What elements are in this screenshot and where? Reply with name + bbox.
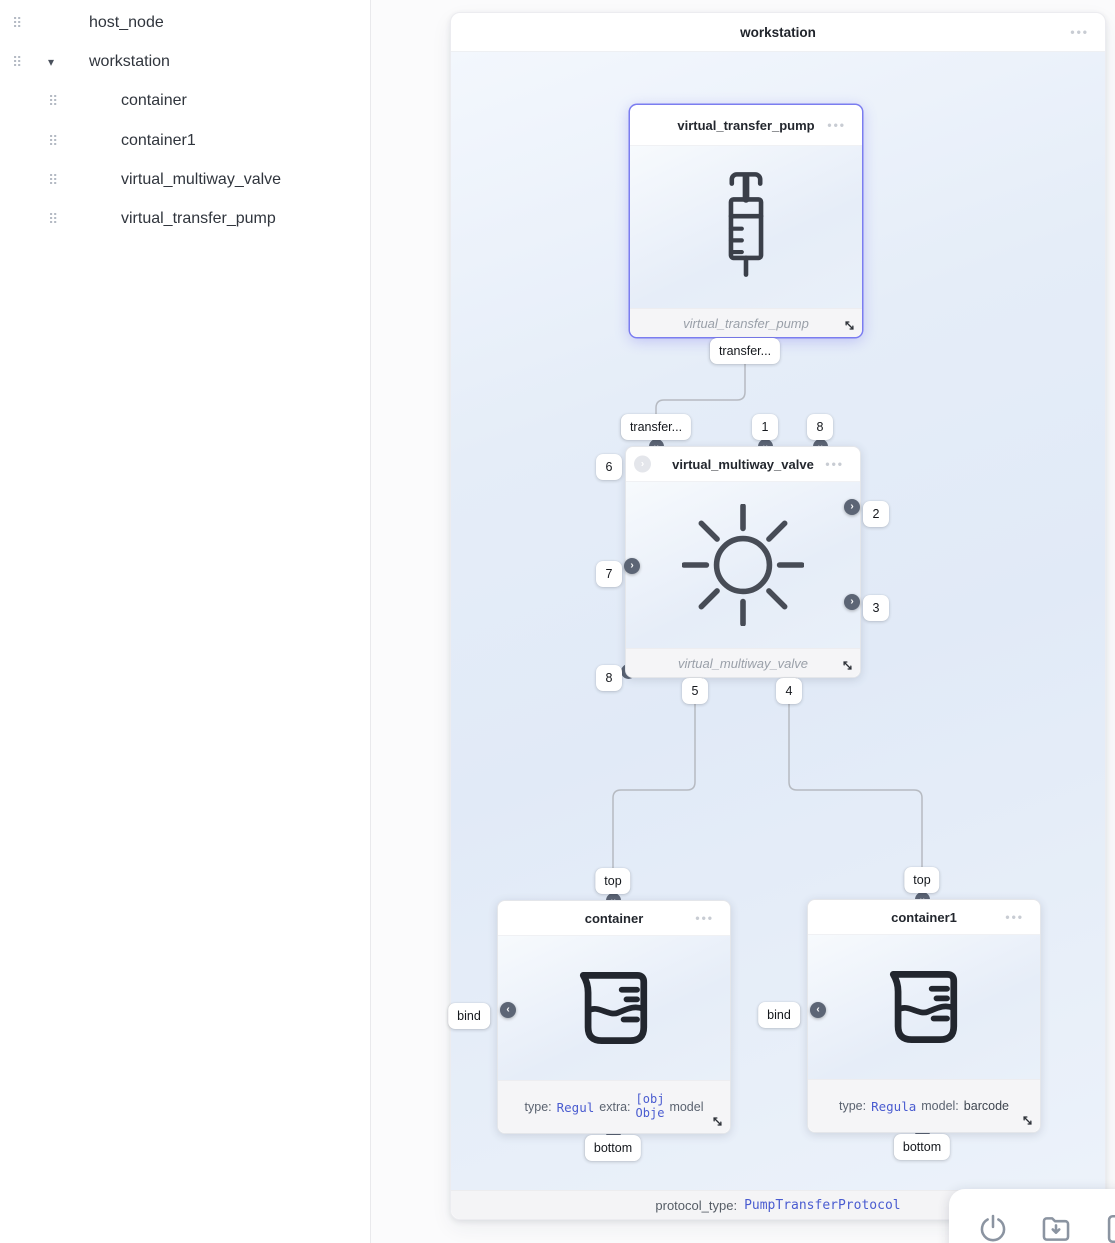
node-footer-label: virtual_multiway_valve [677, 655, 809, 671]
node-virtual-transfer-pump[interactable] [629, 104, 863, 338]
valve-port-2[interactable] [844, 499, 860, 515]
port-label-container-bottom: bottom [585, 1135, 641, 1161]
tree-item-label: virtual_multiway_valve [121, 170, 282, 188]
node-container[interactable] [497, 900, 731, 1134]
sidebar-item-virtual-multiway-valve[interactable] [0, 160, 370, 199]
node-body [630, 146, 862, 308]
node-container1[interactable] [807, 899, 1041, 1133]
node-body [626, 482, 860, 648]
model-label: model [669, 1100, 704, 1114]
node-header[interactable] [630, 105, 862, 146]
drag-handle-icon[interactable]: ⠿ [48, 210, 58, 227]
tree-item-label: workstation [89, 52, 170, 70]
container1-bind-port[interactable] [810, 1002, 826, 1018]
node-header[interactable] [626, 447, 860, 482]
model-label: model: [921, 1099, 959, 1113]
port-label-valve-5: 5 [682, 678, 708, 704]
port-label-container1-bottom: bottom [894, 1134, 950, 1160]
drag-handle-icon[interactable]: ⠿ [48, 132, 58, 149]
sidebar-item-virtual-transfer-pump[interactable] [0, 199, 370, 238]
beaker-icon [566, 960, 662, 1056]
protocol-type-label: protocol_type: [655, 1197, 738, 1213]
sidebar-item-host-node[interactable] [0, 3, 370, 42]
tree-item-label: container1 [121, 131, 196, 149]
node-header[interactable] [808, 900, 1040, 935]
drag-handle-icon[interactable]: ⠿ [48, 92, 58, 109]
port-label-valve-1: 1 [752, 414, 778, 440]
tree-item-label: host_node [89, 13, 164, 31]
resize-handle-icon[interactable] [711, 1115, 724, 1128]
sidebar-item-workstation[interactable] [0, 42, 370, 81]
extra-value-line2: Obje [635, 1106, 665, 1120]
workstation-menu-button[interactable]: ••• [1070, 25, 1089, 39]
sidebar-item-container1[interactable] [0, 121, 370, 160]
extra-label: extra: [599, 1100, 631, 1114]
port-label-valve-8-top: 8 [807, 414, 833, 440]
node-footer [630, 308, 862, 337]
node-body [498, 936, 730, 1080]
node-footer [498, 1080, 730, 1133]
port-label-container1-top: top [904, 867, 939, 893]
canvas-action-toolbar [949, 1189, 1115, 1243]
type-label: type: [524, 1100, 552, 1114]
node-header[interactable] [498, 901, 730, 936]
node-title: virtual_transfer_pump [677, 117, 815, 133]
power-button[interactable] [976, 1212, 1010, 1243]
tree-item-label: virtual_transfer_pump [121, 209, 276, 227]
node-menu-button[interactable]: ••• [695, 911, 714, 925]
extra-value-line1: [obj [635, 1092, 665, 1107]
port-label-valve-8-left: 8 [596, 665, 622, 691]
type-label: type: [839, 1099, 867, 1113]
port-label-pump-transfer: transfer... [710, 338, 780, 364]
collapse-button[interactable]: › [634, 456, 651, 473]
load-folder-button[interactable] [1039, 1212, 1073, 1243]
caret-down-icon[interactable]: ▾ [48, 54, 55, 69]
type-value: Regul [556, 1099, 595, 1115]
drag-handle-icon[interactable]: ⠿ [12, 14, 22, 31]
type-value: Regula [871, 1098, 917, 1114]
container-bind-port[interactable] [500, 1002, 516, 1018]
port-label-valve-7: 7 [596, 561, 622, 587]
node-footer [808, 1079, 1040, 1132]
resize-handle-icon[interactable] [841, 659, 854, 672]
file-button[interactable] [1102, 1212, 1115, 1243]
port-label-valve-4: 4 [776, 678, 802, 704]
port-label-container-top: top [595, 868, 630, 894]
chevron-right-icon: › [850, 501, 854, 512]
syringe-icon [720, 156, 772, 298]
workstation-title: workstation [740, 24, 816, 40]
node-title: container [584, 910, 644, 926]
chevron-right-icon: › [630, 560, 634, 571]
resize-handle-icon[interactable] [1021, 1114, 1034, 1127]
protocol-type-value: PumpTransferProtocol [744, 1197, 901, 1213]
valve-port-7[interactable] [624, 558, 640, 574]
node-body [808, 935, 1040, 1079]
node-menu-button[interactable]: ••• [1005, 910, 1024, 924]
chevron-left-icon: ‹ [506, 1004, 510, 1015]
sidebar-tree [0, 0, 371, 1243]
sidebar-item-container[interactable] [0, 81, 370, 120]
node-title: container1 [891, 909, 957, 925]
drag-handle-icon[interactable]: ⠿ [12, 53, 22, 70]
workstation-header[interactable] [451, 13, 1105, 52]
node-footer-label: virtual_transfer_pump [683, 315, 809, 331]
port-label-valve-transfer: transfer... [621, 414, 691, 440]
multiway-valve-icon [682, 504, 804, 626]
port-label-container-bind: bind [448, 1003, 490, 1029]
valve-port-3[interactable] [844, 594, 860, 610]
port-label-valve-6: 6 [596, 454, 622, 480]
resize-handle-icon[interactable] [843, 319, 856, 332]
port-label-valve-2: 2 [863, 501, 889, 527]
chevron-right-icon: › [850, 596, 854, 607]
port-label-valve-3: 3 [863, 595, 889, 621]
tree-item-label: container [121, 91, 187, 109]
node-menu-button[interactable]: ••• [825, 457, 844, 471]
extra-value [636, 1093, 665, 1121]
node-title: virtual_multiway_valve [672, 456, 814, 472]
node-footer [626, 648, 860, 677]
chevron-left-icon: ‹ [816, 1004, 820, 1015]
port-label-container1-bind: bind [758, 1002, 800, 1028]
model-value: barcode [963, 1099, 1009, 1113]
beaker-icon [876, 959, 972, 1055]
node-virtual-multiway-valve[interactable] [625, 446, 861, 678]
node-menu-button[interactable]: ••• [827, 118, 846, 132]
drag-handle-icon[interactable]: ⠿ [48, 171, 58, 188]
